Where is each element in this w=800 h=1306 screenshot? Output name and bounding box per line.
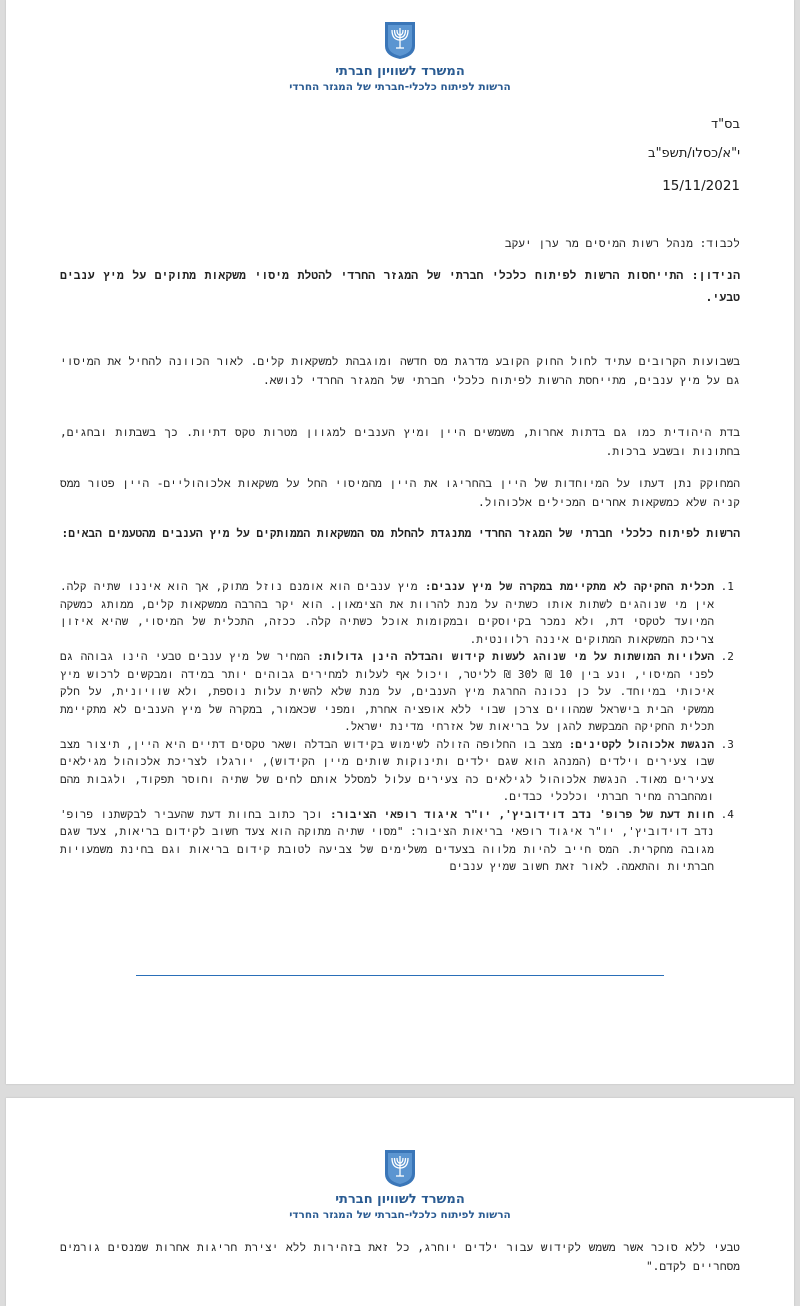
item-body: וכך כתוב בחוות דעת שהעביר לבקשתנו פרופ' נדב דוידוביץ', יו"ר איגוד רופאי בריאות הציבור: "מסוי שתיה מתוקה הוא צעד חשוב לקידום בריאות, צעד שגם מגובה מחקרית. המס חייב להיות מלווה בצעדים משלימים של צביעה לטובת קידום בריאות וגם בחינת משמעויות חברתיות והתאמה. לאור זאת חשוב שמיץ ענבים <box>60 807 714 873</box>
item-body: המחיר של מיץ ענבים טבעי הינו גבוהה גם לפני המיסוי, ונע בין 10 ₪ ל30 ₪ לליטר, ויכול אף לעלות למחירים גבוהים יותר במידה ומבקשים לרכוש מיץ איכותי במיוחד. על כן נכונה החרגת מיץ הענבים, על מנת שלא להשית עלות נוספת, ולא שוויונית, על חלק ממשקי הבית בישראל שמהווים צרכן שבוי ללא אופציה אחרת, ומפני שכאמור, במקרה של מיץ הענבים לא מתקיימת תכלית החקיקה המבקשת להגן על בריאות של אזרחי מדינת ישראל. <box>60 650 715 733</box>
subject-line: הנידון: התייחסות הרשות לפיתוח כלכלי חברתי של המגזר החרדי להטלת מיסוי משקאות מתוקים על מיץ ענבים טבעי. <box>60 268 740 304</box>
bsd-mark: בס"ד <box>710 117 740 132</box>
item-heading: תכלית החקיקה לא מתקיימת במקרה של מיץ ענבים: <box>424 580 714 593</box>
list-item <box>60 806 714 876</box>
item-body: מצב בו החלופה הזולה לשימוש בקידוש הבדלה ושאר טקסים דתיים היא היין, תיצור מצב שבו צעירים וילדים (המנהג הוא שגם ילדים ותינוקות שותים מיין הקידוש), יורגלו לצריכת אלכוהול מגילאים צעירים מאוד. הנגשת אלכוהול לגילאים כה צעירים עלול למסלל אותם לחים של שתיה וחוסר תפקוד, ולגבות מהם ומהחברה מחיר חברתי וכלכלי כבדים. <box>60 737 714 803</box>
authority-name: הרשות לפיתוח כלכלי-חברתי של המגזר החרדי <box>289 1209 511 1221</box>
paragraph-legislator: המחוקק נתן דעתו על המיוחדות של היין בהחריגו את היין מהמיסוי החל על משקאות אלכוהוליים- היין פטור ממס קניה שלא כמשקאות אחרים המכילים אלכוהול. <box>60 477 740 509</box>
list-item <box>60 578 714 648</box>
paragraph-position: הרשות לפיתוח כלכלי חברתי של המגזר החרדי מתנגדת להחלת מס המשקאות הממותקים על מיץ הענבים מהטעמים הבאים: <box>61 527 740 540</box>
item-heading: העלויות המושתות על מי שנוהג לעשות קידוש והבדלה הינן גדולות: <box>317 650 714 663</box>
paragraph-religion: בדת היהודית כמו גם בדתות אחרות, משמשים היין ומיץ הענבים למגוון מטרות טקס דתיות. כך בשבתות ובחגים, בחתונות ובשבע ברכות. <box>60 426 740 458</box>
ministry-name: המשרד לשוויון חברתי <box>335 1192 465 1207</box>
item-heading: הנגשת אלכוהול לקטינים: <box>568 737 714 751</box>
ministry-name: המשרד לשוויון חברתי <box>335 64 465 79</box>
list-item <box>60 736 714 806</box>
hebrew-date: י"א/כסלו/תשפ"ב <box>648 146 740 161</box>
item-body: מיץ ענבים הוא אומנם נוזל מתוק, אך הוא איננו שתיה קלה. אין מי שנוהגים לשתות אותו כשתיה על מנת להרוות את הצימאון. הוא יקר בהרבה ממשקאות קלים, ממותג כמשקה המיועד לטקסי דת, ולא נמכר בקיוסקים ובמקומות אוכל כשתיה קלה. ככזה, התכלית של המיסוי, שהיא איזון צריכת המשקאות המתוקים איננה רלוונטית. <box>60 580 714 646</box>
authority-name: הרשות לפיתוח כלכלי-חברתי של המגזר החרדי <box>289 81 511 93</box>
item-heading: חוות דעת של פרופ' נדב דוידוביץ', יו"ר איגוד רופאי הציבור: <box>330 807 714 821</box>
footer-divider <box>136 975 664 976</box>
reasons-list <box>60 578 740 876</box>
paragraph-continuation: טבעי ללא סוכר אשר משמש לקידוש עבור ילדים יוחרג, כל זאת בזהירות ללא יצירת חריגות אחרות שמנסים גורמים מסחריים לקדם." <box>60 1241 740 1273</box>
addressee-line: לכבוד: מנהל רשות המיסים מר ערן יעקב <box>504 237 740 250</box>
letter-page-2 <box>6 1098 794 1306</box>
menorah-emblem-icon <box>383 20 417 60</box>
list-item <box>60 648 714 736</box>
menorah-emblem-icon <box>383 1148 417 1188</box>
gregorian-date: 15/11/2021 <box>662 178 740 194</box>
letter-page-1 <box>6 0 794 1084</box>
paragraph-intro: בשבועות הקרובים עתיד לחול החוק הקובע מדרגת מס חדשה ומוגבהת למשקאות קלים. לאור הכוונה להחיל את המיסוי גם על מיץ ענבים, מתייחסת הרשות לפיתוח כלכלי חברתי של המגזר החרדי לנושא. <box>60 355 740 387</box>
